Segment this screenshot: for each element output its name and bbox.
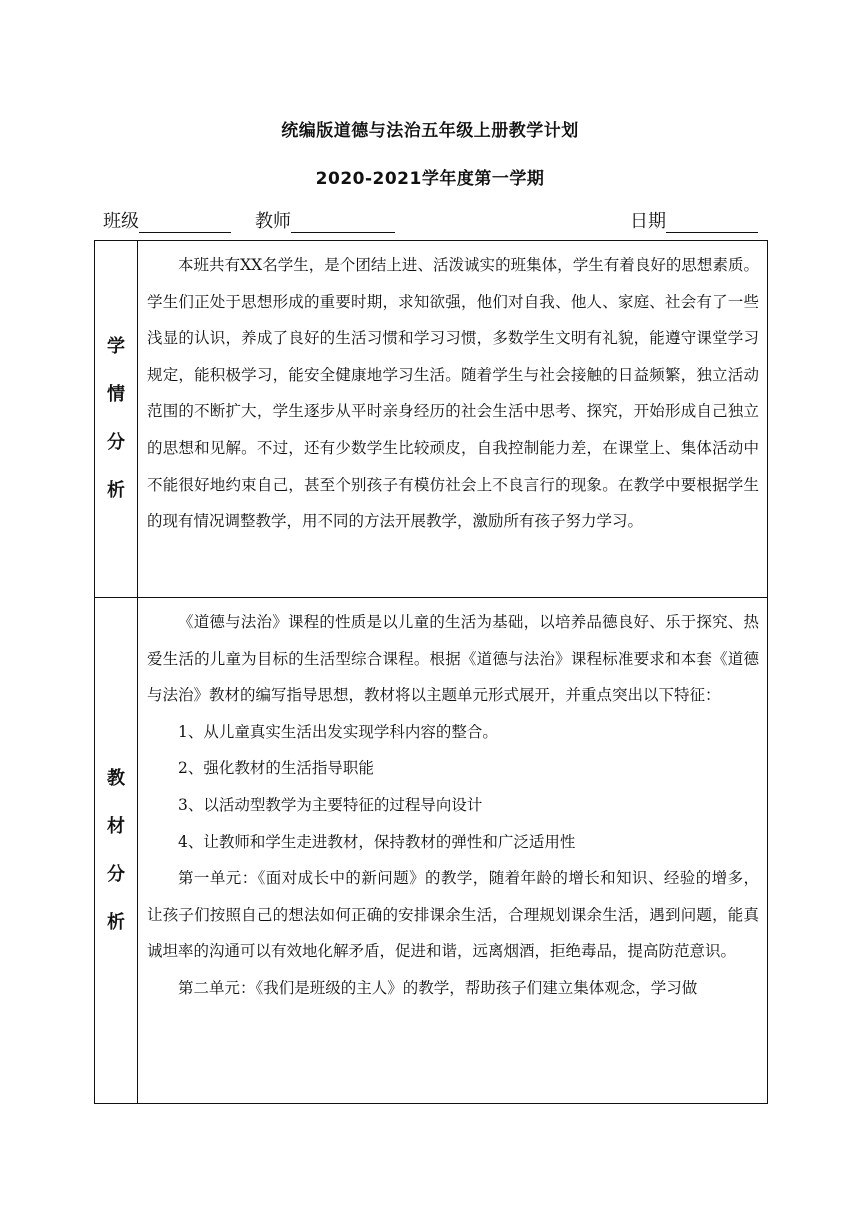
document-title: 统编版道德与法治五年级上册教学计划 xyxy=(281,121,579,141)
paragraph: 4、让教师和学生走进教材，保持教材的弹性和广泛适用性 xyxy=(178,832,576,851)
student-analysis-row xyxy=(95,241,768,598)
header-fields xyxy=(103,207,758,237)
label-char: 教 xyxy=(107,767,125,789)
material-analysis-label xyxy=(95,598,138,1104)
paragraph: 1、从儿童真实生活出发实现学科内容的整合。 xyxy=(178,722,498,741)
material-analysis-content xyxy=(147,604,759,1103)
label-char: 分 xyxy=(107,432,125,453)
date-blank-line[interactable] xyxy=(666,210,758,233)
class-blank-line[interactable] xyxy=(139,210,231,233)
student-analysis-label xyxy=(95,241,138,598)
student-analysis-content xyxy=(138,241,768,598)
label-char: 分 xyxy=(107,863,125,885)
paragraph: 第二单元：《我们是班级的主人》的教学，帮助孩子们建立集体观念，学习做 xyxy=(178,978,698,997)
label-char: 析 xyxy=(107,911,125,933)
paragraph: 3、以活动型教学为主要特征的过程导向设计 xyxy=(178,795,483,814)
paragraph: 《道德与法治》课程的性质是以儿童的生活为基础，以培养品德良好、乐于探究、热爱生活的儿童为目标的生活型综合课程。根据《道德与法治》课程标准要求和本套《道德与法治》教材的编写指导思想，教材将以主题单元形式展开，并重点突出以下特征： xyxy=(147,613,759,705)
material-analysis-cell xyxy=(138,598,768,1104)
teacher-blank-line[interactable] xyxy=(291,210,395,233)
material-analysis-row xyxy=(95,598,768,1104)
teacher-field xyxy=(255,207,395,233)
plan-table xyxy=(94,240,768,1104)
class-field xyxy=(103,207,231,233)
date-label: 日期 xyxy=(630,211,666,232)
paragraph: 2、强化教材的生活指导职能 xyxy=(178,759,374,778)
label-char: 析 xyxy=(107,480,125,501)
class-label: 班级 xyxy=(103,211,139,232)
label-char: 情 xyxy=(107,384,125,405)
paragraph: 第一单元：《面对成长中的新问题》的教学，随着年龄的增长和知识、经验的增多，让孩子们按照自己的想法如何正确的安排课余生活，合理规划课余生活，遇到问题，能真诚坦率的沟通可以有效地化解矛盾，促进和谐，远离烟酒，拒绝毒品，提高防范意识。 xyxy=(147,869,759,961)
paragraph: 本班共有XX名学生，是个团结上进、活泼诚实的班集体，学生有着良好的思想素质。学生们正处于思想形成的重要时期，求知欲强，他们对自我、他人、家庭、社会有了一些浅显的认识，养成了良好的生活习惯和学习习惯，多数学生文明有礼貌，能遵守课堂学习规定，能积极学习，能安全健康地学习生活。随着学生与社会接触的日益频繁，独立活动范围的不断扩大，学生逐步从平时亲身经历的社会生活中思考、探究，开始形成自己独立的思想和见解。不过，还有少数学生比较顽皮，自我控制能力差，在课堂上、集体活动中不能很好地约束自己，甚至个别孩子有模仿社会上不良言行的现象。在教学中要根据学生的现有情况调整教学，用不同的方法开展教学，激励所有孩子努力学习。 xyxy=(147,256,759,531)
teacher-label: 教师 xyxy=(255,211,291,232)
label-char: 材 xyxy=(107,815,125,837)
date-field xyxy=(630,207,758,233)
document-subtitle: 2020-2021学年度第一学期 xyxy=(315,169,545,189)
label-char: 学 xyxy=(107,336,125,357)
